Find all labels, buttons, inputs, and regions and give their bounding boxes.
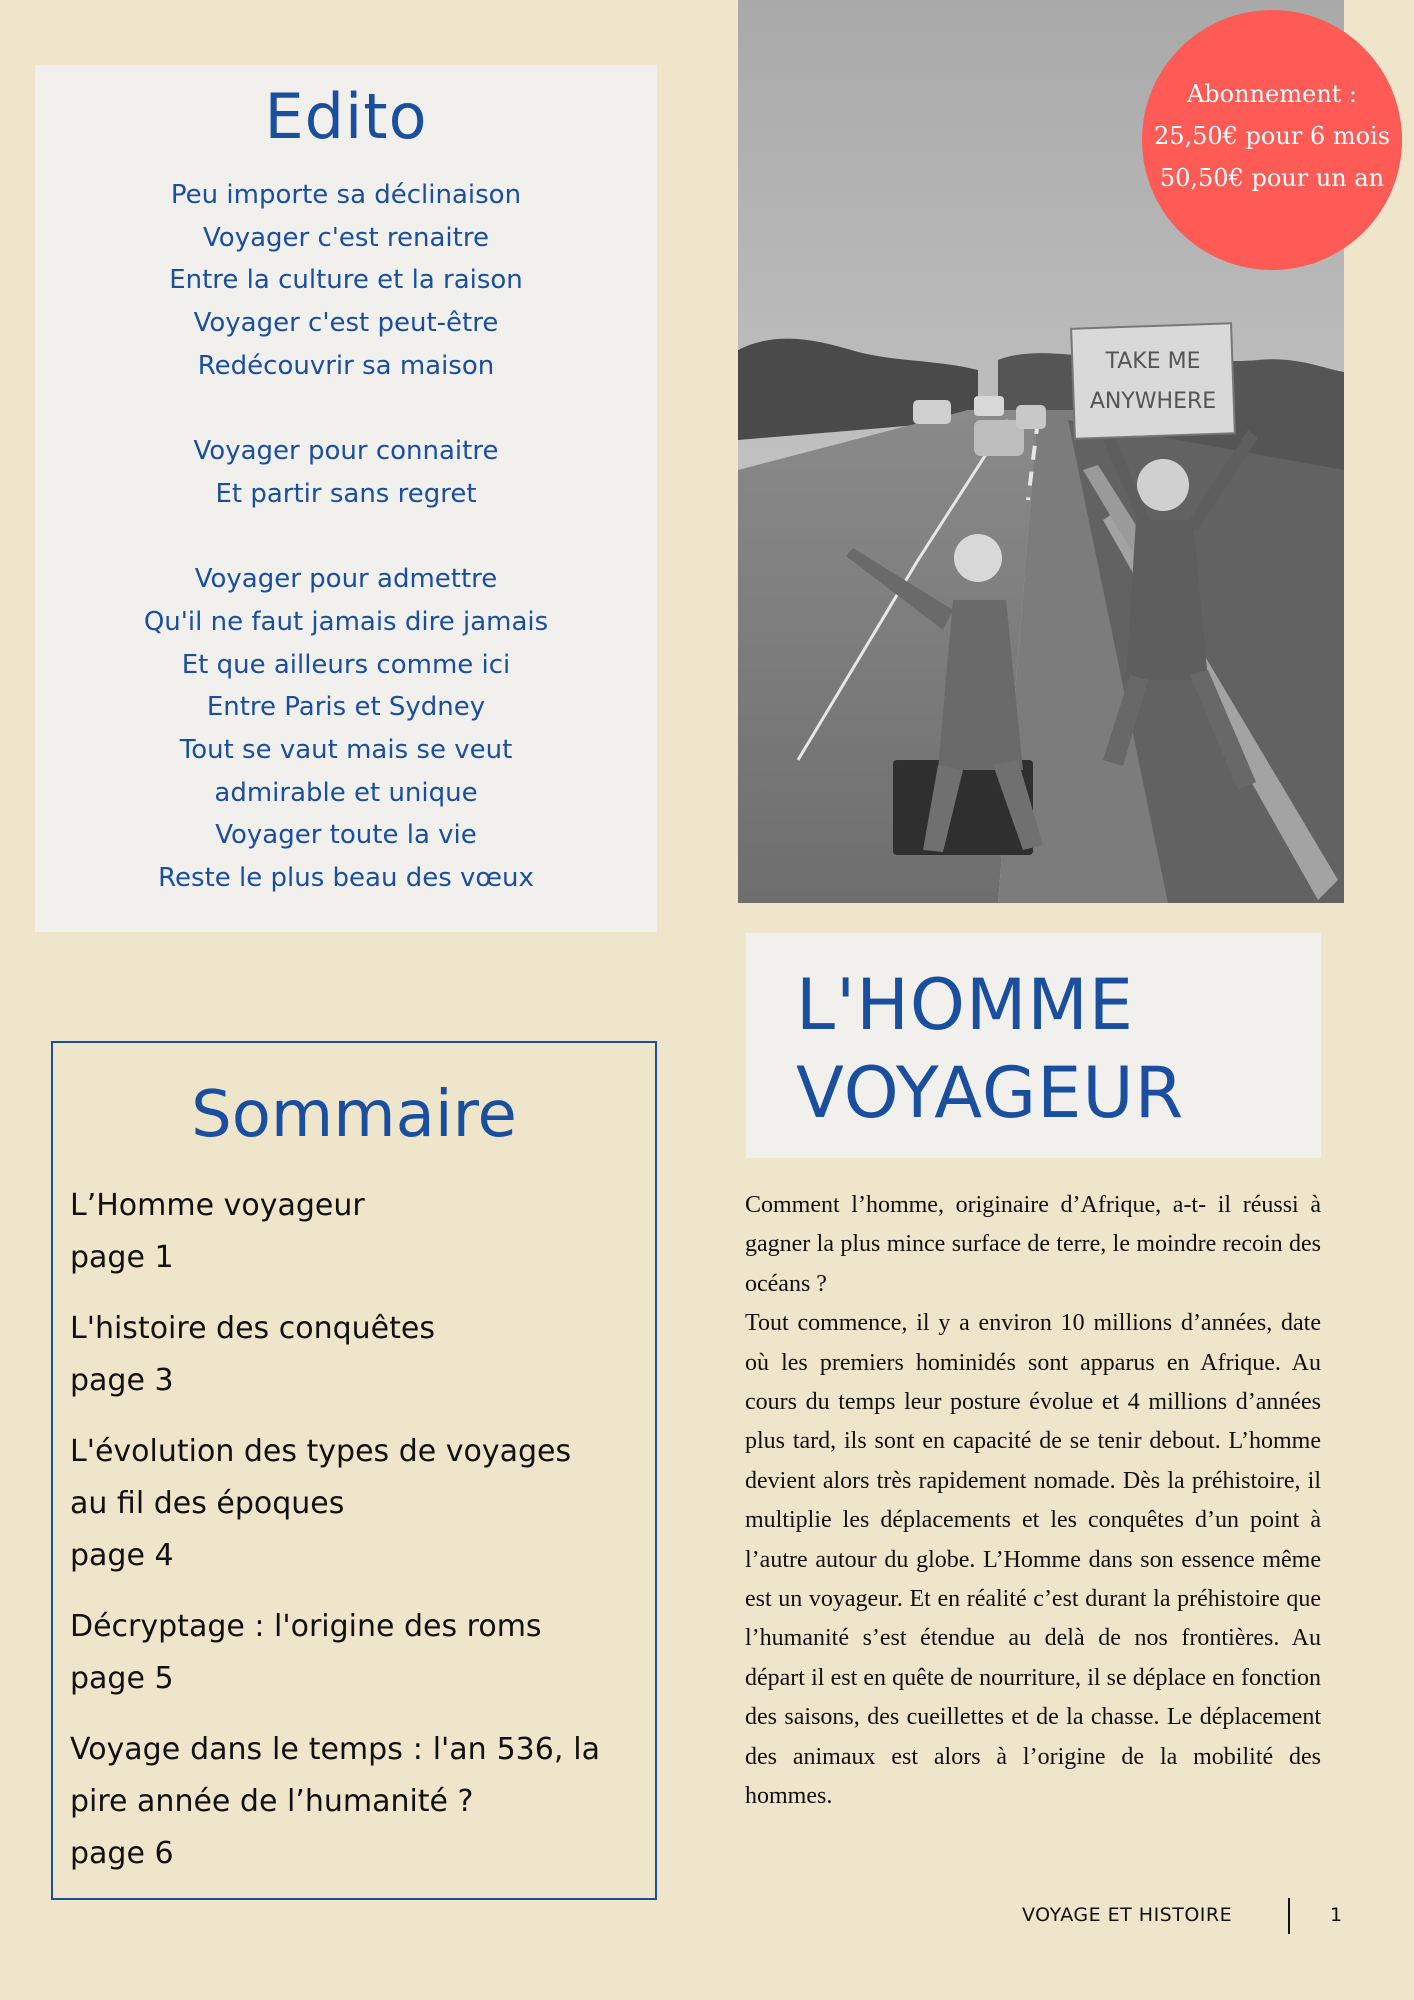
footer-divider xyxy=(1288,1898,1290,1934)
sommaire-panel xyxy=(51,1041,657,1900)
subscription-6-months: 25,50€ pour 6 mois xyxy=(1153,122,1391,150)
toc-item-title: Voyage dans le temps : l'an 536, la pire année de l’humanité ? xyxy=(70,1732,600,1819)
subscription-badge xyxy=(1142,10,1402,270)
poem-line: Voyager pour connaitre xyxy=(193,436,499,467)
article-headline xyxy=(796,961,1184,1137)
poem-line: Redécouvrir sa maison xyxy=(197,350,495,381)
headline-line-2: VOYAGEUR xyxy=(796,1052,1185,1134)
toc-item[interactable] xyxy=(70,1180,600,1284)
toc-item-page: page 5 xyxy=(70,1661,174,1696)
poem-line: Reste le plus beau des vœux xyxy=(158,863,534,893)
poem-line: admirable et unique xyxy=(214,777,478,808)
toc-item[interactable] xyxy=(70,1303,600,1407)
poem-line: Et que ailleurs comme ici xyxy=(181,649,511,680)
toc-item-title: L'évolution des types de voyages au fil des époques xyxy=(70,1434,572,1521)
headline-line-1: L'HOMME xyxy=(796,964,1134,1046)
toc-item-page: page 4 xyxy=(70,1538,174,1573)
edito-poem xyxy=(35,174,657,900)
toc-item-title: L’Homme voyageur xyxy=(70,1188,365,1223)
footer-magazine-name: VOYAGE ET HISTOIRE xyxy=(1022,1904,1233,1926)
poem-line: Voyager c'est renaitre xyxy=(203,222,489,253)
poem-stanza-break xyxy=(35,516,657,559)
article-paragraph-intro: Comment l’homme, originaire d’Afrique, a-t- il réussi à gagner la plus mince surface de terre, le moindre recoin des océans ? xyxy=(745,1192,1321,1297)
article-paragraph-main: Tout commence, il y a environ 10 millions d’années, date où les premiers hominidés sont apparus en Afrique. Au cours du temps leur posture évolue et 4 millions d’années plus tard, ils sont en capacité de se tenir debout. L’homme devient alors très rapidement nomade. Dès la préhistoire, il multiplie les déplacements et les conquêtes d’un point à l’autre autour du globe. L’Homme dans son essence même est un voyageur. Et en réalité c’est durant la préhistoire que l’humanité s’est étendue au delà de nos frontières. Au départ il est en quête de nourriture, il se déplace en fonction des saisons, des cueillettes et de la chasse. Le déplacement des animaux est alors à l’origine de la mobilité des hommes. xyxy=(745,1310,1321,1810)
toc-item[interactable] xyxy=(70,1426,600,1582)
poem-line: Voyager toute la vie xyxy=(215,820,477,851)
subscription-label: Abonnement : xyxy=(1186,80,1358,108)
poem-line: Voyager c'est peut-être xyxy=(193,308,499,339)
toc-item-page: page 6 xyxy=(70,1836,174,1871)
poem-line: Entre Paris et Sydney xyxy=(206,692,486,723)
poem-line: Peu importe sa déclinaison xyxy=(170,180,522,210)
headline-panel xyxy=(746,933,1321,1158)
poem-stanza-break xyxy=(35,387,657,430)
table-of-contents xyxy=(70,1180,600,1899)
toc-item-page: page 3 xyxy=(70,1363,174,1398)
toc-item[interactable] xyxy=(70,1601,600,1705)
sign-line-2: ANYWHERE xyxy=(1089,389,1217,414)
subscription-1-year: 50,50€ pour un an xyxy=(1159,164,1385,192)
poem-line: Voyager pour admettre xyxy=(194,564,498,595)
toc-item[interactable] xyxy=(70,1724,600,1880)
poem-line: Qu'il ne faut jamais dire jamais xyxy=(143,606,549,637)
poem-line: Entre la culture et la raison xyxy=(169,265,523,296)
edito-title: Edito xyxy=(264,80,428,153)
sign-line-1: TAKE ME xyxy=(1105,349,1201,374)
edito-panel xyxy=(35,65,657,932)
article-body xyxy=(745,1186,1321,1817)
poem-line: Tout se vaut mais se veut xyxy=(179,734,513,765)
toc-item-title: Décryptage : l'origine des roms xyxy=(70,1609,542,1644)
toc-item-title: L'histoire des conquêtes xyxy=(70,1311,435,1346)
footer-page-number: 1 xyxy=(1330,1904,1343,1926)
sommaire-title: Sommaire xyxy=(191,1078,517,1152)
poem-line: Et partir sans regret xyxy=(215,478,477,509)
toc-item-page: page 1 xyxy=(70,1240,174,1275)
